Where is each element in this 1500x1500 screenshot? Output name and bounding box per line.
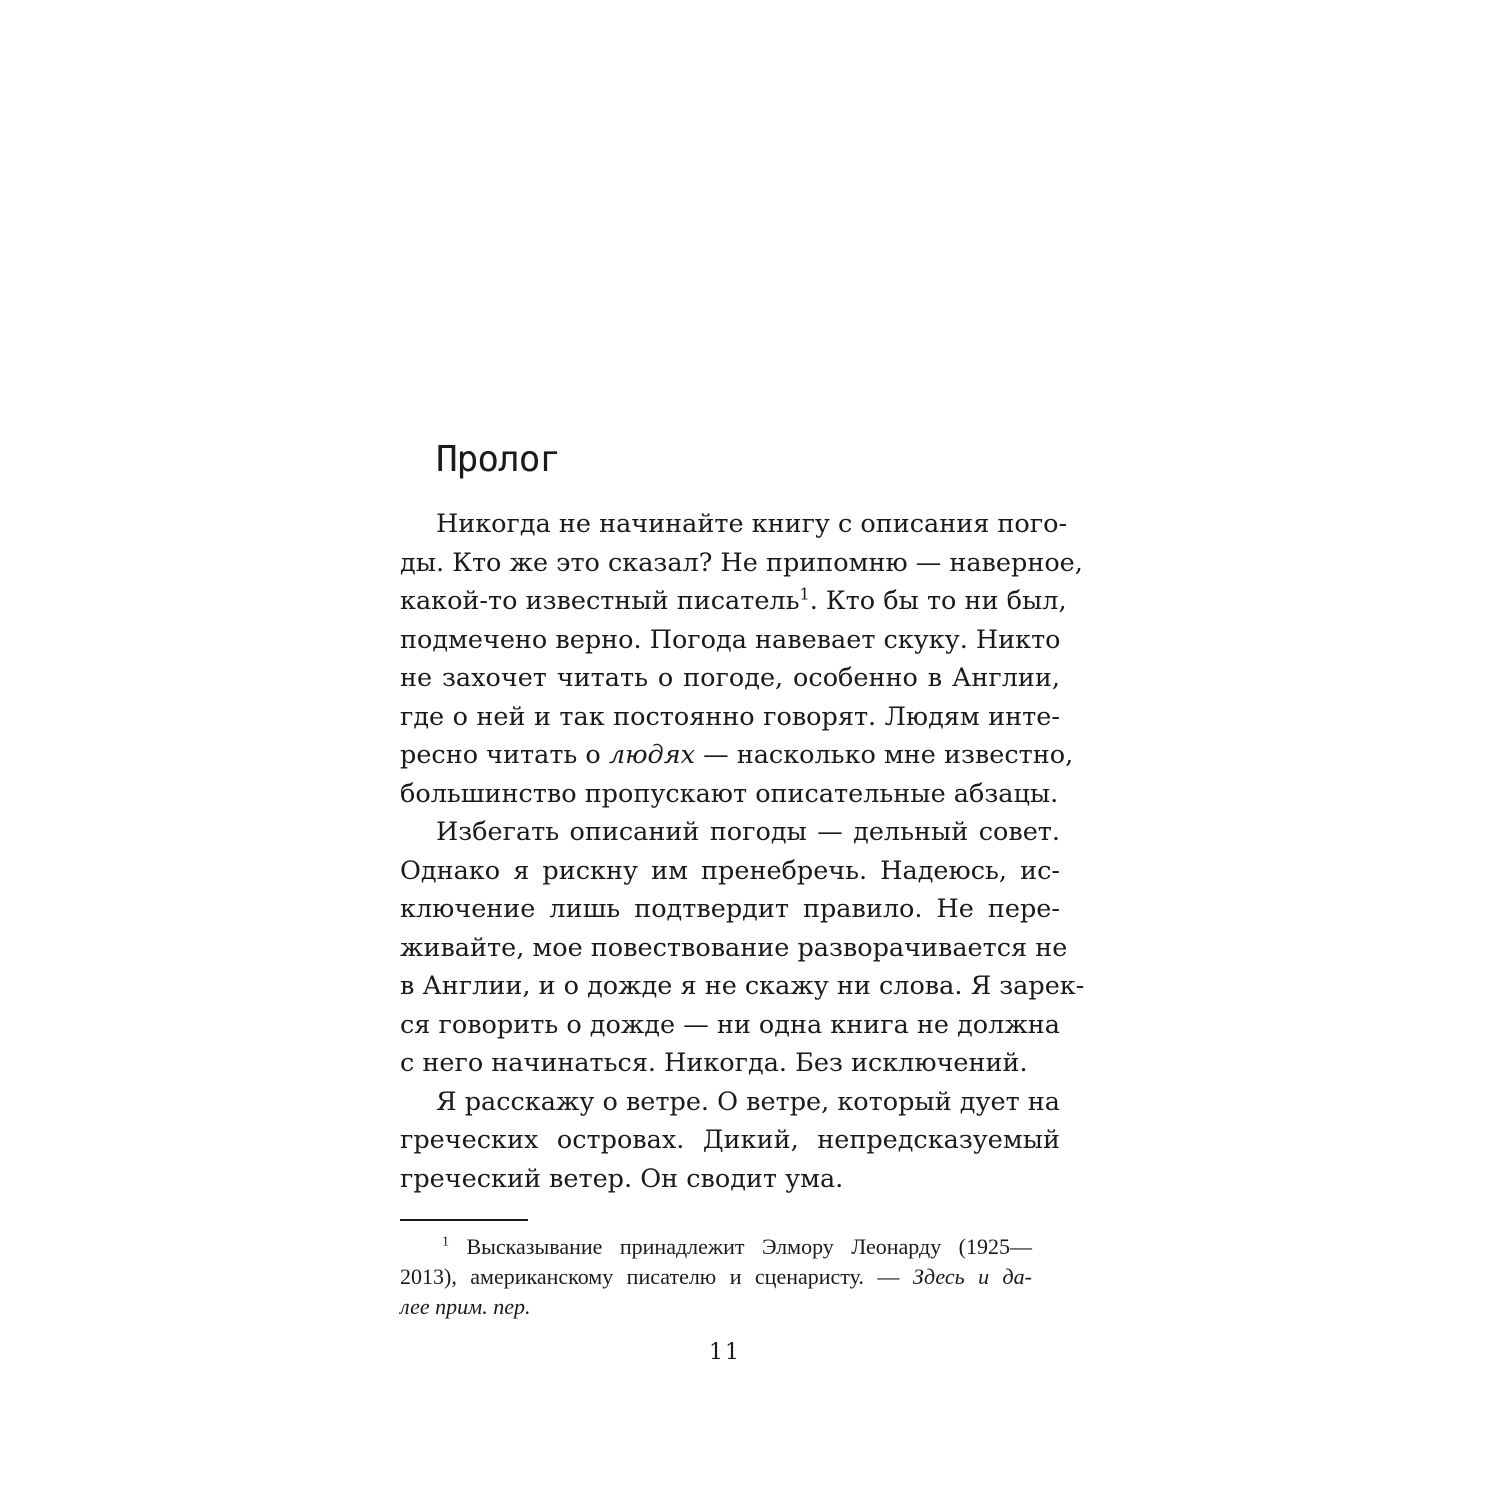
text-line [400, 582, 1067, 621]
text-segment: большинство пропускают описательные абзацы. [400, 778, 1059, 809]
text-line [400, 659, 1060, 698]
text-segment: — насколько мне известно, [695, 740, 1074, 770]
text-segment: живайте, мое повествование разворачивается не [400, 932, 1068, 963]
text-segment: ды. Кто же это сказал? Не припомню — наверное, [400, 547, 1083, 578]
text-line [400, 505, 1068, 544]
text-line [400, 698, 1060, 737]
text-segment: греческий ветер. Он сводит ума. [400, 1163, 844, 1194]
text-line [400, 1044, 1060, 1083]
text-line [400, 775, 1060, 814]
text-line [400, 544, 1083, 583]
paragraph [400, 1083, 1060, 1199]
footnote-line [400, 1232, 1032, 1262]
body-text [400, 505, 1085, 1198]
text-line [400, 1083, 1060, 1122]
text-line [400, 1006, 1060, 1045]
text-segment: 2013), американскому писателю и сценаристу. — [400, 1264, 913, 1289]
text-line [400, 929, 1068, 968]
text-line [400, 890, 1060, 929]
text-line [400, 852, 1060, 891]
text-segment: . Кто бы то ни был, [809, 586, 1067, 616]
text-segment: ключение лишь подтвердит правило. Не пере- [400, 894, 1060, 924]
text-segment: с него начинаться. Никогда. Без исключений. [400, 1048, 1028, 1078]
footnote-reference: 1 [799, 584, 810, 604]
footnote-line [400, 1262, 1032, 1292]
text-segment: где о ней и так постоянно говорят. Людям инте- [400, 701, 1060, 732]
text-segment: какой-то известный писатель [400, 586, 800, 616]
text-line [400, 1160, 1060, 1199]
paragraph [400, 505, 1083, 813]
page-number: 11 [709, 1340, 741, 1365]
italic-text: людях [608, 740, 695, 770]
footnote-line [400, 1292, 1032, 1322]
text-segment: не захочет читать о погоде, особенно в Англии, [400, 663, 1060, 693]
text-segment: греческих островах. Дикий, непредсказуемый [400, 1125, 1060, 1155]
text-segment: Однако я рискну им пренебречь. Надеюсь, ис- [400, 855, 1060, 886]
text-line [400, 621, 1060, 660]
text-line [400, 736, 1074, 775]
footnote-divider [400, 1219, 528, 1221]
text-segment: ся говорить о дожде — ни одна книга не должна [400, 1009, 1060, 1040]
text-segment: подмечено верно. Погода навевает скуку. Никто [400, 624, 1061, 655]
footnote-marker: 1 [442, 1234, 449, 1250]
text-segment: ресно читать о [400, 740, 609, 770]
text-line [400, 1121, 1060, 1160]
footnote [400, 1232, 1032, 1322]
text-segment: Никогда не начинайте книгу с описания пого- [436, 509, 1068, 539]
italic-text: лее прим. пер. [400, 1294, 531, 1319]
chapter-title: Пролог [436, 439, 561, 480]
text-segment: в Англии, и о дожде я не скажу ни слова. Я зарек- [400, 971, 1085, 1001]
paragraph [400, 813, 1085, 1083]
text-segment: Высказывание принадлежит Элмору Леонарду (1925— [449, 1234, 1032, 1259]
italic-text: Здесь и да- [912, 1264, 1032, 1289]
text-line [400, 967, 1085, 1006]
text-segment: Я расскажу о ветре. О ветре, который дует на [436, 1086, 1061, 1117]
text-line [400, 813, 1060, 852]
text-segment: Избегать описаний погоды — дельный совет. [436, 817, 1060, 847]
